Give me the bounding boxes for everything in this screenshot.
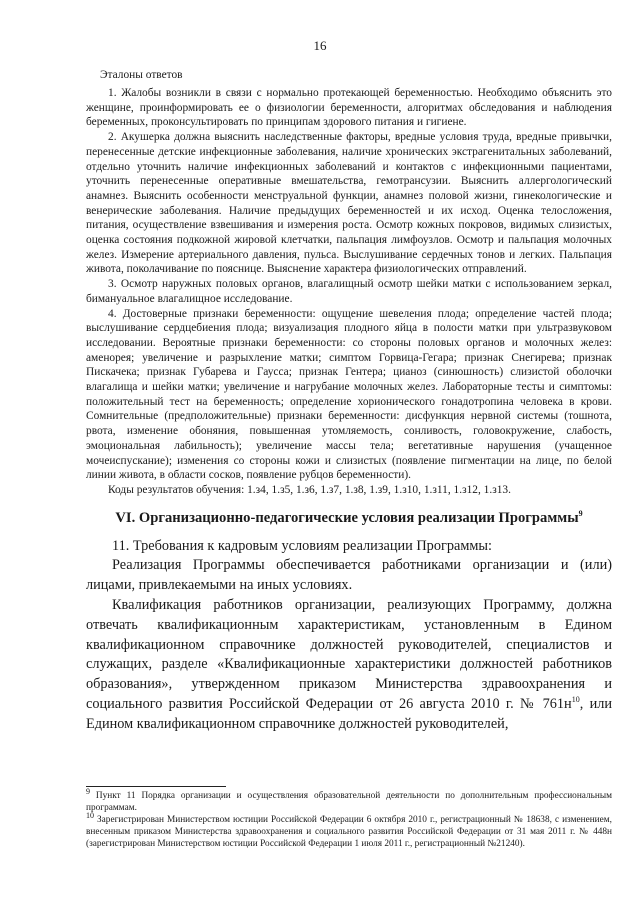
answer-1: 1. Жалобы возникли в связи с нормально протекающей беременностью. Необходимо объяснить это женщине, проинформировать ее о физиологии беременности, алгоритмах обследования и наблюдения беременных, проконсультировать по принципам здорового питания и гигиене. [86,87,612,129]
page-content [86,68,612,735]
answer-2: 2. Акушерка должна выяснить наследственные факторы, вредные условия труда, вредные привычки, перенесенные детские инфекционные заболевания, наличие хронических экстрагенитальных заболеваний, отдельно уточнить наличие инфекционных заболеваний и контактов с инфекционными пациентами, уточнить перенесенные оперативные вмешательства, гемотрансузии. Выяснить аллергологический анамнез. Выяснить особенности менструальной функции, анамнез половой жизни, гинекологические и венерические заболевания. Наличие предыдущих беременностей и их исход. Оценка телосложения, питания, осуществление взвешивания и измерения роста. Осмотр кожных покровов, видимых слизистых, оценка состояния подкожной жировой клетчатки, пальпация лимфоузлов. Осмотр и пальпация молочных желез. Измерение артериального давления, пульса. Выслушивание сердечных тонов и легких. Пальпация живота, поколачивание по пояснице. Выяснение характера физиологических отправлений. [86,131,612,276]
staffing-paragraph-1: Реализация Программы обеспечивается работниками организации и (или) лицами, привлекаемыми на иных условиях. [86,557,612,594]
staffing-paragraph-2-tail: , или Едином квалификационном справочнике должностей руководителей, [86,696,613,732]
answer-3: 3. Осмотр наружных половых органов, влагалищный осмотр шейки матки с использованием зеркал, бимануальное влагалищное исследование. [86,278,612,305]
page-number: 16 [313,38,327,53]
section-title [86,510,612,527]
footnotes [86,786,612,850]
staffing-paragraph-2-text: Квалификация работников организации, реализующих Программу, должна отвечать квалификационным характеристикам, установленным в Едином квалификационном справочнике должностей руководителей, специалистов и служащих, разделе «Квалификационные характеристики должностей работников образования», утвержденном приказом Министерства здравоохранения и социального развития Российской Федерации от 26 августа 2010 г. № 761н [86,597,612,713]
result-codes: Коды результатов обучения: 1.з4, 1.з5, 1.з6, 1.з7, 1.з8, 1.з9, 1.з10, 1.з11, 1.з12, 1.з13. [108,483,511,496]
staffing-section [86,537,612,735]
footnote-9-text: Пункт 11 Порядка организации и осуществления образовательной деятельности по дополнительным профессиональным программам. [86,791,612,813]
footnote-10 [86,810,612,850]
footnote-9-mark: 9 [86,786,90,796]
staffing-paragraph-2 [86,596,612,735]
footnote-ref-10[interactable]: 10 [571,695,580,705]
answers-list [86,86,612,498]
answers-heading: Эталоны ответов [100,69,183,81]
footnote-9 [86,786,612,814]
section-title-text: VI. Организационно-педагогические условия реализации Программы [115,509,579,526]
footnote-10-mark: 10 [86,810,94,820]
footnote-10-text: Зарегистрирован Министерством юстиции Российской Федерации 6 октября 2010 г., регистрационный № 18638, с изменением, внесенным приказом Министерства здравоохранения и социального развития Российской Федерации от 31 мая 2011 г. № 448н (зарегистрирован Министерством юстиции Российской Федерации 1 июля 2011 г., регистрационный №21240). [86,815,612,849]
staffing-heading: 11. Требования к кадровым условиям реализации Программы: [112,537,492,554]
footnote-divider [86,786,226,787]
footnote-ref-9[interactable]: 9 [578,508,583,518]
answer-4: 4. Достоверные признаки беременности: ощущение шевеления плода; определение частей плода; выслушивание сердцебиения плода; визуализация плодного яйца в полости матки при ультразвуковом исследовании. Вероятные признаки беременности: со стороны половых органов и молочных желез: аменорея; увеличение и разрыхление матки; симптом Горвица-Гегара; признак Снегирева; признак Пискачека; признак Губарева и Гаусса; признак Гентера; цианоз (синюшность) слизистой оболочки влагалища и шейки матки; увеличение и нагрубание молочных желез. Лабораторные тесты и симптомы: положительный тест на беременность; определение хорионического гонадотропина человека в крови. Сомнительные (предположительные) признаки беременности: дисфункция нервной системы (тошнота, рвота, изменение обоняния, повышенная утомляемость, сонливость, головокружение, слабость, эмоциональная лабильность); увеличение массы тела; вегетативные нарушения (учащенное мочеиспускание); изменения со стороны кожи и слизистых (появление пигментации на лице, по белой линии живота, в области сосков, появление рубцов беременности). [86,307,612,482]
